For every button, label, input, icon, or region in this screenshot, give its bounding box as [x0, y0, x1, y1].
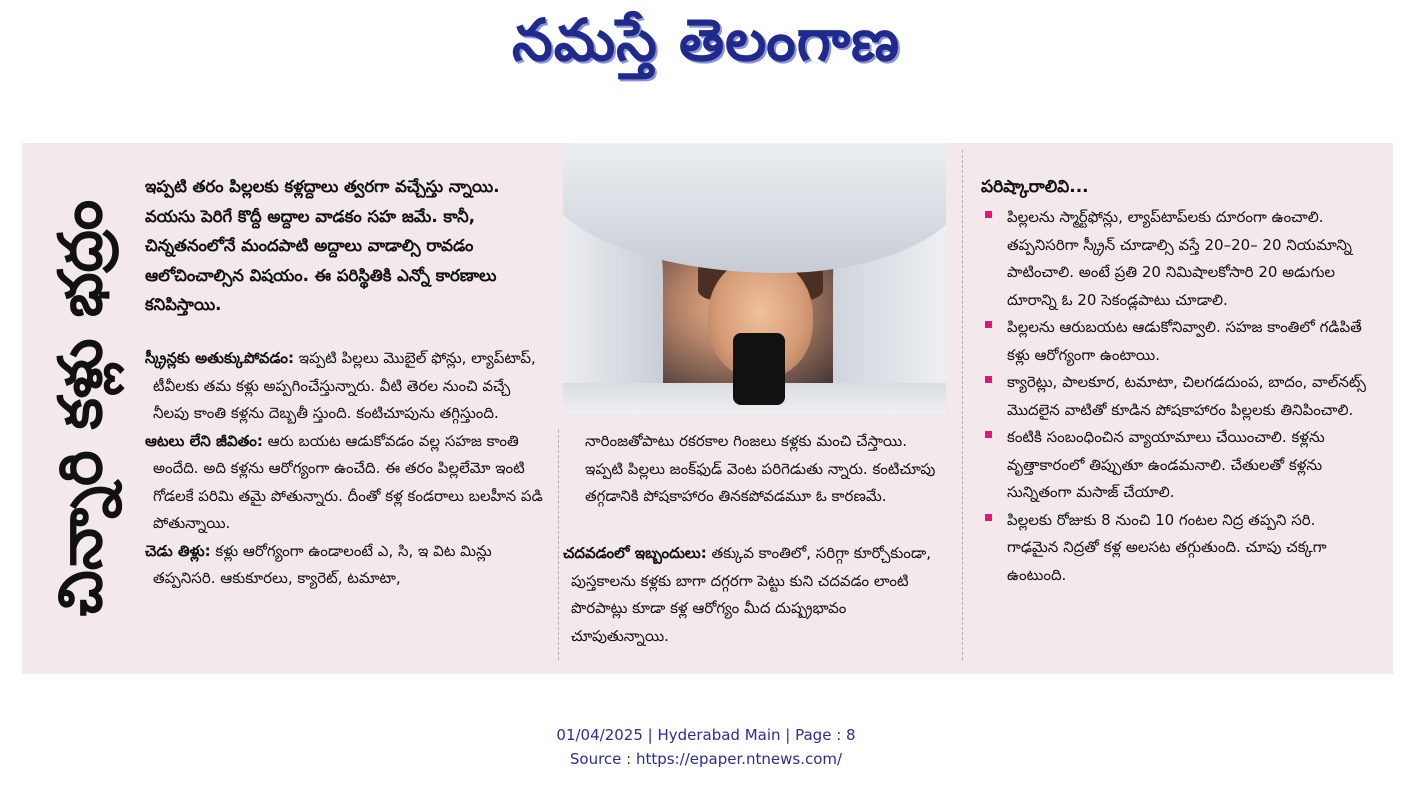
middle-section-reading — [563, 540, 948, 650]
newspaper-masthead: నమస్తే తెలంగాణ — [512, 6, 900, 74]
solution-item — [985, 314, 1370, 369]
solution-item — [985, 204, 1370, 314]
solution-text: పిల్లలను ఆరుబయట ఆడుకోనివ్వాలి. సహజ కాంతిలో గడిపితే కళ్లు ఆరోగ్యంగా ఉంటాయి. — [1007, 318, 1362, 364]
section-lead: చెడు తిళ్లు: — [145, 541, 211, 560]
article-headline: చిన్నారి కళ్లు భద్రం — [46, 199, 116, 617]
section-lead: ఆటలు లేని జీవితం: — [145, 431, 263, 450]
section-text: తక్కువ కాంతిలో, సరిగ్గా కూర్చోకుండా, పుస్తకాలను కళ్లకు బాగా దగ్గరగా పెట్టు కుని చదవడం లాంటి పొరపాట్లు కూడా కళ్ల ఆరోగ్యం మీద దుష్ప్రభావం చూపుతున్నాయి. — [571, 544, 931, 645]
article-intro: ఇప్పటి తరం పిల్లలకు కళ్లద్దాలు త్వరగా వచ్చేస్తు న్నాయి. వయసు పెరిగే కొద్దీ అద్దాల వాడకం సహ జమే. కానీ, చిన్నతనంలోనే మందపాటి అద్దాలు వాడాల్సి రావడం ఆలోచించాల్సిన విషయం. ఈ పరిస్థితికి ఎన్నో కారణాలు కనిపిస్తాయి. — [145, 177, 500, 314]
solution-item — [985, 507, 1370, 590]
column-divider — [962, 150, 963, 660]
solution-text: కంటికి సంబంధించిన వ్యాయామాలు చేయించాలి. కళ్లను వృత్తాకారంలో తిప్పుతూ ఉండమనాలి. చేతులతో కళ్లను సున్నితంగా మసాజ్ చేయాలి. — [1007, 428, 1325, 501]
section-lead: స్క్రీన్లకు అతుక్కుపోవడం: — [145, 349, 294, 367]
left-column-sections — [145, 345, 545, 593]
bullet-icon — [985, 514, 992, 521]
bullet-icon — [985, 431, 992, 438]
solutions-heading: పరిష్కారాలివి... — [981, 177, 1089, 197]
solution-item — [985, 369, 1370, 424]
child-phone-photo — [563, 143, 946, 414]
section-reading — [563, 540, 948, 650]
vertical-title-area — [22, 143, 140, 674]
solution-text: క్యారెట్లు, పాలకూర, టమాటా, చిలగడదుంప, బాదం, వాల్‌నట్స్ మొదలైన వాటితో కూడిన పోషకాహారం పిల్లలకు తినిపించాలి. — [1007, 373, 1366, 419]
solution-text: పిల్లలకు రోజుకు 8 నుంచి 10 గంటల నిద్ర తప్పని సరి. గాఢమైన నిద్రతో కళ్ల అలసట తగ్గుతుంది. చూపు చక్కగా ఉంటుంది. — [1007, 510, 1327, 584]
solutions-list — [985, 204, 1370, 589]
section-text: కళ్లు ఆరోగ్యంగా ఉండాలంటే ఎ, సి, ఇ విట మిన్లు తప్పనిసరి. ఆకుకూరలు, క్యారెట్, టమాటా, — [153, 541, 492, 587]
section-bad-food — [145, 538, 545, 593]
section-screens — [145, 345, 545, 428]
section-text: ఇప్పటి పిల్లలు మొబైల్ ఫోన్లు, ల్యాప్‌టాప్, టీవీలకు తమ కళ్లు అప్పగించేస్తున్నారు. వీటి తెరల నుంచి వచ్చే నీలపు కాంతి కళ్లను దెబ్బతీ స్తుంది. కంటిచూపును తగ్గిస్తుంది. — [153, 349, 536, 422]
bullet-icon — [985, 211, 992, 218]
bullet-icon — [985, 376, 992, 383]
section-text: ఆరు బయట ఆడుకోవడం వల్ల సహజ కాంతి అందేది. అది కళ్లను ఆరోగ్యంగా ఉంచేది. ఈ తరం పిల్లలేమో ఇంటి గోడలకే పరిమి తమై పోతున్నారు. దీంతో కళ్ల కండరాలు బలహీన పడి పోతున్నాయి. — [153, 431, 543, 532]
footer-source[interactable]: Source : https://epaper.ntnews.com/ — [569, 750, 843, 768]
column-divider — [558, 430, 559, 660]
section-lead: చదవడంలో ఇబ్బందులు: — [563, 544, 707, 562]
solution-item — [985, 424, 1370, 507]
solution-text: పిల్లలను స్మార్ట్‌ఫోన్లు, ల్యాప్‌టాప్‌లకు దూరంగా ఉంచాలి. తప్పనిసరిగా స్క్రీన్ చూడాల్సి వస్తే 20–20– 20 నియమాన్ని పాటించాలి. అంటే ప్రతి 20 నిమిషాలకోసారి 20 అడుగుల దూరాన్ని ఓ 20 సెకండ్లపాటు చూడాలి. — [1007, 208, 1352, 309]
phone-icon — [733, 333, 785, 405]
middle-continuation: నారింజతోపాటు రకరకాల గింజలు కళ్లకు మంచి చేస్తాయి. ఇప్పటి పిల్లలు జంక్‌ఫుడ్ వెంట పరిగెడుతు న్నారు. కంటిచూపు తగ్గడానికి పోషకాహారం తినకపోవడమూ ఓ కారణమే. — [585, 432, 936, 505]
bullet-icon — [985, 321, 992, 328]
section-no-play — [145, 428, 545, 538]
footer-date-edition: 01/04/2025 | Hyderabad Main | Page : 8 — [556, 726, 856, 744]
